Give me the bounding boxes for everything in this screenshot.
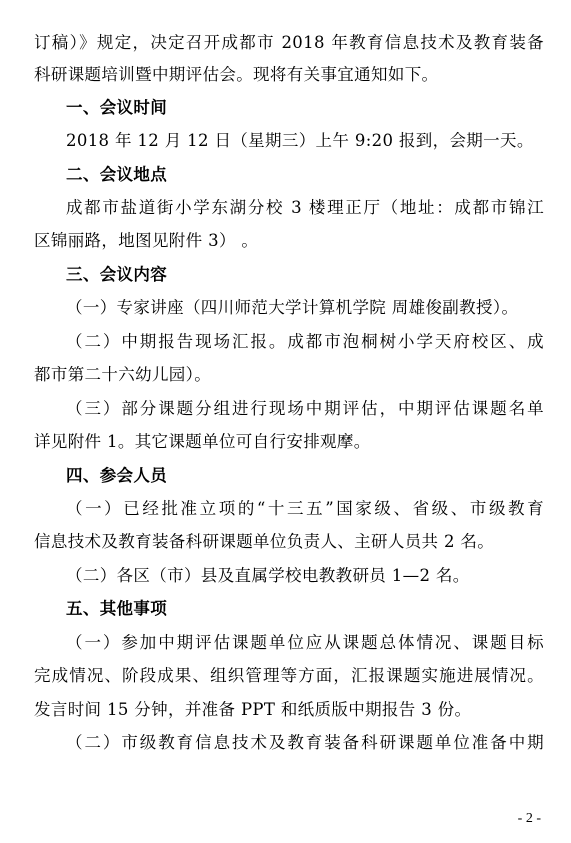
section-heading-location: 二、会议地点 bbox=[66, 165, 168, 184]
body-text-line: 订稿）》规定，决定召开成都市 2018 年教育信息技术及教育装备 bbox=[34, 33, 544, 52]
body-text-line: （一）已经批准立项的“十三五”国家级、省级、市级教育 bbox=[66, 499, 544, 518]
body-text-line: 发言时间 15 分钟，并准备 PPT 和纸质版中期报告 3 份。 bbox=[34, 700, 472, 719]
body-text-line: （二）各区（市）县及直属学校电教教研员 1—2 名。 bbox=[66, 566, 470, 585]
section-heading-other: 五、其他事项 bbox=[66, 599, 168, 618]
section-heading-attendees: 四、参会人员 bbox=[66, 466, 168, 485]
body-text-line: （三）部分课题分组进行现场中期评估，中期评估课题名单 bbox=[66, 399, 544, 418]
body-text-line: （二）中期报告现场汇报。成都市泡桐树小学天府校区、成 bbox=[66, 332, 544, 351]
section-heading-time: 一、会议时间 bbox=[66, 98, 168, 117]
page-number: - 2 - bbox=[517, 811, 541, 826]
body-text-line: （一）专家讲座（四川师范大学计算机学院 周雄俊副教授）。 bbox=[66, 298, 519, 317]
body-text-line: 2018 年 12 月 12 日（星期三）上午 9:20 报到，会期一天。 bbox=[66, 131, 534, 150]
body-text-line: 科研课题培训暨中期评估会。现将有关事宜通知如下。 bbox=[34, 65, 439, 84]
body-text-line: 都市第二十六幼儿园）。 bbox=[34, 365, 212, 384]
body-text-line: （一）参加中期评估课题单位应从课题总体情况、课题目标 bbox=[66, 633, 544, 652]
body-text-line: 完成情况、阶段成果、组织管理等方面，汇报课题实施进展情况。 bbox=[34, 666, 544, 685]
section-heading-content: 三、会议内容 bbox=[66, 265, 168, 284]
body-text-line: （二）市级教育信息技术及教育装备科研课题单位准备中期 bbox=[66, 733, 544, 752]
body-text-line: 成都市盐道街小学东湖分校 3 楼理正厅（地址：成都市锦江 bbox=[66, 198, 544, 217]
body-text-line: 区锦丽路，地图见附件 3） 。 bbox=[34, 231, 259, 250]
body-text-line: 详见附件 1。其它课题单位可自行安排观摩。 bbox=[34, 432, 371, 451]
body-text-line: 信息技术及教育装备科研课题单位负责人、主研人员共 2 名。 bbox=[34, 532, 495, 551]
